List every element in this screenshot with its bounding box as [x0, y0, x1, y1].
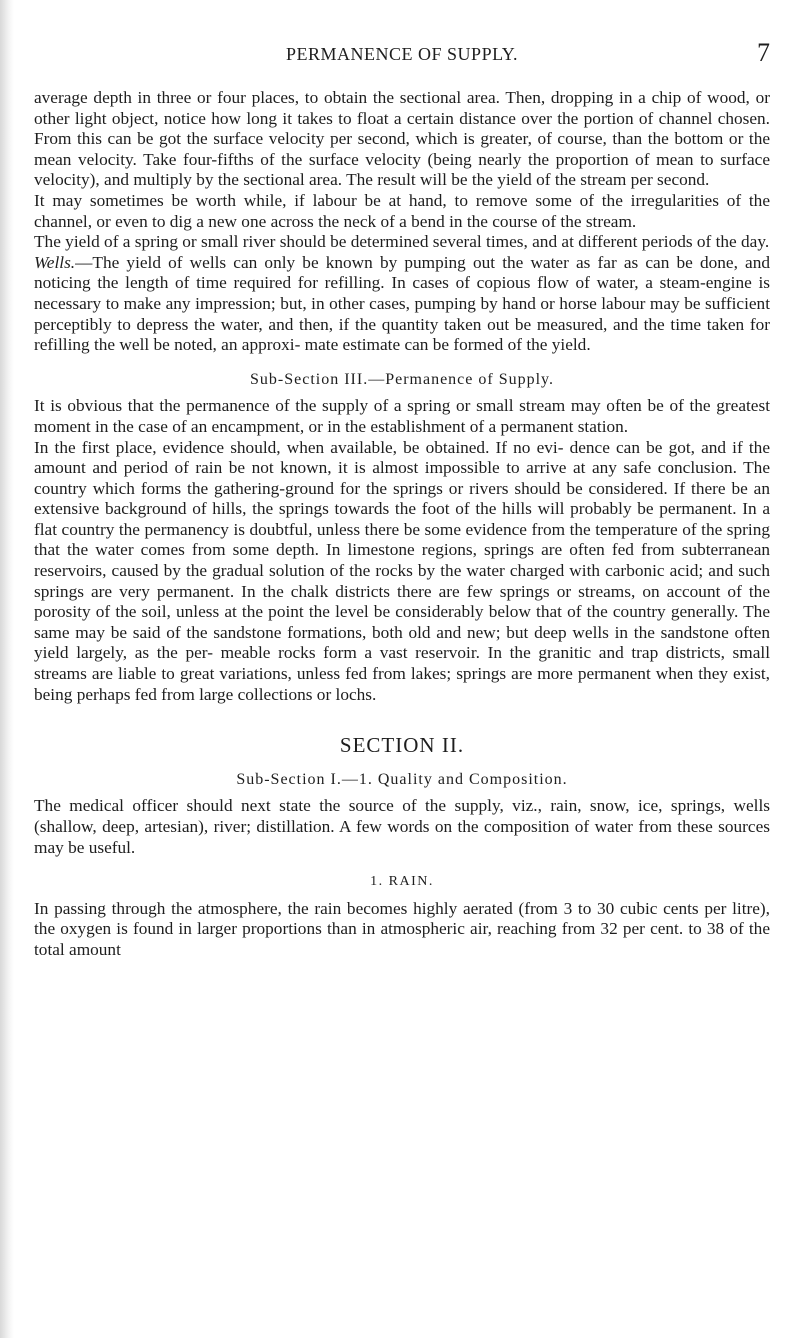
page-body	[34, 88, 770, 961]
paragraph: It is obvious that the permanence of the supply of a spring or small stream may often be of the greatest moment in the case of an encampment, or in the establishment of a permanent station.	[34, 396, 770, 436]
paragraph: It may sometimes be worth while, if labour be at hand, to remove some of the irregularities of the channel, or even to dig a new one across the neck of a bend in the course of the stream.	[34, 190, 770, 231]
rain-heading: 1. RAIN.	[370, 874, 434, 890]
paragraph: The medical officer should next state the source of the supply, viz., rain, snow, ice, springs, wells (shallow, deep, artesian), river; distillation. A few words on the composition of water from these sources may be useful.	[34, 796, 770, 857]
running-header	[34, 38, 770, 74]
paragraph: In the first place, evidence should, when available, be obtained. If no evi- dence can be got, and if the amount and period of rain be not known, it is almost impossible to arrive at any safe conclusion. The country which forms the gathering-ground for the springs or rivers should be considered. If there be an extensive background of hills, the springs towards the foot of the hills will probably be permanent. In a flat country the permanency is doubtful, unless there be some evidence from the temperature of the spring that the water comes from some depth. In limestone regions, springs are often fed from subterranean reservoirs, caused by the gradual solution of the rocks by the water charged with carbonic acid; and such springs are very permanent. In the chalk districts there are few springs or streams, on account of the porosity of the soil, unless at the point the level be considerably below that of the country generally. The same may be said of the sandstone formations, both old and new; but deep wells in the sandstone often yield largely, as the per- meable rocks form a vast reservoir. In the granitic and trap districts, small streams are liable to great variations, unless fed from lakes; springs are more permanent when they exist, being perhaps fed from large collections or lochs.	[34, 437, 770, 704]
running-title: PERMANENCE OF SUPPLY.	[286, 44, 518, 64]
paragraph: In passing through the atmosphere, the rain becomes highly aerated (from 3 to 30 cubic cents per litre), the oxygen is found in larger proportions than in atmospheric air, reaching from 32 per cent. to 38 of the total amount	[34, 898, 770, 959]
wells-paragraph	[34, 253, 770, 356]
paragraph: average depth in three or four places, to obtain the sectional area. Then, dropping in a chip of wood, or other light object, notice how long it takes to float a certain distance over the portion of channel chosen. From this can be got the surface velocity per second, which is greater, of course, than the bottom or the mean velocity. Take four-fifths of the surface velocity (being nearly the proportion of mean to surface velocity), and multiply by the sectional area. The result will be the yield of the stream per second.	[34, 88, 770, 190]
section-title: SECTION II.	[339, 733, 465, 758]
book-spine-shadow	[0, 0, 14, 1338]
subsection-heading: Sub-Section I.—1. Quality and Composition.	[236, 770, 568, 788]
subsection-heading: Sub-Section III.—Permanence of Supply.	[249, 370, 554, 388]
wells-label: Wells.	[34, 252, 76, 272]
paragraph: The yield of a spring or small river should be determined several times, and at different periods of the day.	[34, 232, 770, 252]
wells-text: —The yield of wells can only be known by pumping out the water as far as can be done, and noticing the length of time required for refilling. In cases of copious flow of water, a steam-engine is necessary to make any impression; but, in other cases, pumping by hand or horse labour may be sufficient perceptibly to depress the water, and then, if the quantity taken out be measured, and the time taken for refilling the well be noted, an approxi- mate estimate can be formed of the yield.	[34, 252, 770, 355]
page-number: 7	[757, 38, 770, 67]
